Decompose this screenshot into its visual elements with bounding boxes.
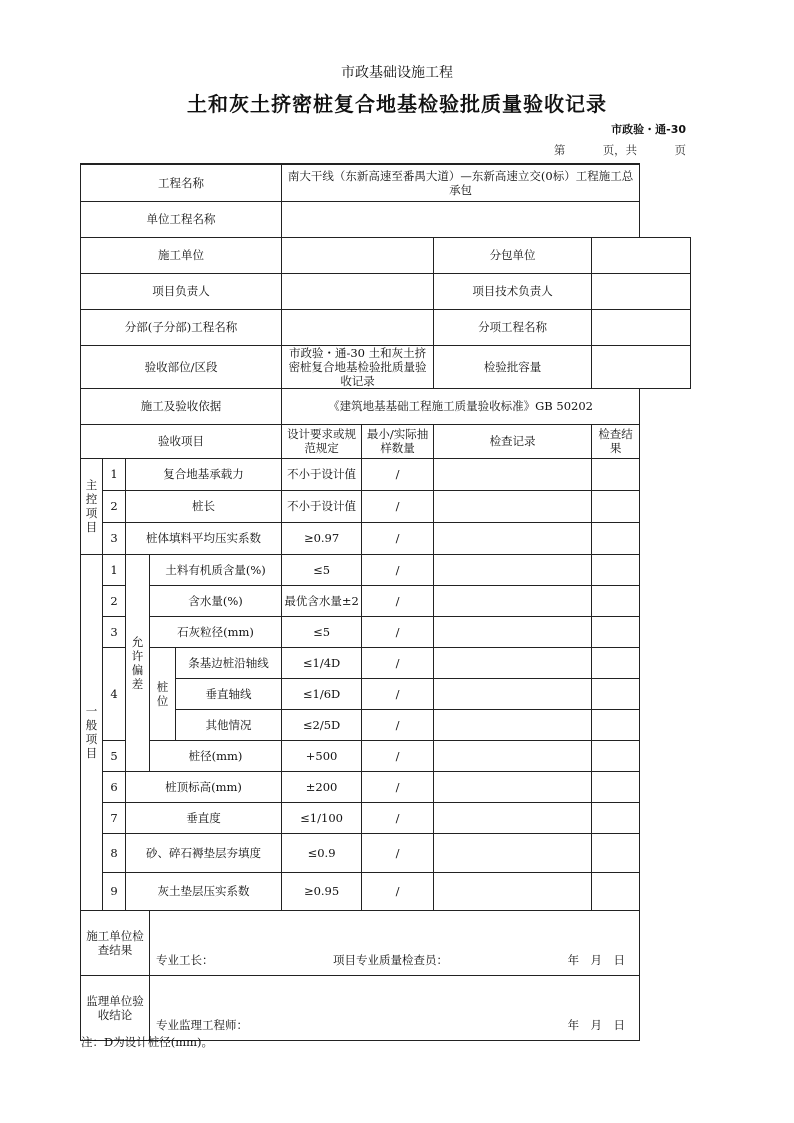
general-item-result[interactable] bbox=[592, 771, 640, 802]
general-item-spec: 最优含水量±2 bbox=[282, 585, 362, 616]
main-item-spec: ≥0.97 bbox=[282, 522, 362, 554]
division-label: 分部(子分部)工程名称 bbox=[81, 309, 282, 345]
main-item-result[interactable] bbox=[592, 522, 640, 554]
general-item-name: 含水量(%) bbox=[150, 585, 282, 616]
general-item-sample[interactable]: / bbox=[362, 554, 434, 585]
general-item-spec: +500 bbox=[282, 740, 362, 771]
general-item-result[interactable] bbox=[592, 709, 640, 740]
general-item-no: 3 bbox=[103, 616, 126, 647]
project-name-value[interactable]: 南大干线（东新高速至番禺大道）—东新高速立交(0标）工程施工总承包 bbox=[282, 164, 640, 201]
division-value[interactable] bbox=[282, 309, 434, 345]
general-item-sample[interactable]: / bbox=[362, 872, 434, 910]
main-item-no: 2 bbox=[103, 490, 126, 522]
general-item-result[interactable] bbox=[592, 554, 640, 585]
general-item-sample[interactable]: / bbox=[362, 585, 434, 616]
general-item-record[interactable] bbox=[434, 740, 592, 771]
general-item-record[interactable] bbox=[434, 647, 592, 678]
capacity-label: 检验批容量 bbox=[434, 345, 592, 388]
subitem-label: 分项工程名称 bbox=[434, 309, 592, 345]
general-item-no: 6 bbox=[103, 771, 126, 802]
general-item-result[interactable] bbox=[592, 678, 640, 709]
general-item-name: 条基边桩沿轴线 bbox=[176, 647, 282, 678]
general-item-record[interactable] bbox=[434, 833, 592, 872]
general-item-no: 5 bbox=[103, 740, 126, 771]
general-item-spec: ≥0.95 bbox=[282, 872, 362, 910]
main-item-record[interactable] bbox=[434, 458, 592, 490]
unit-project-label: 单位工程名称 bbox=[81, 201, 282, 237]
general-item-spec: ±200 bbox=[282, 771, 362, 802]
construction-unit-label: 施工单位 bbox=[81, 237, 282, 273]
general-item-sample[interactable]: / bbox=[362, 678, 434, 709]
capacity-value[interactable] bbox=[592, 345, 691, 388]
basis-value[interactable]: 《建筑地基基础工程施工质量验收标准》GB 50202 bbox=[282, 388, 640, 424]
col-sample-header: 最小/实际抽样数量 bbox=[362, 424, 434, 458]
foreman-label: 专业工长： bbox=[156, 952, 214, 967]
col-result-header: 检查结果 bbox=[592, 424, 640, 458]
form-title: 土和灰土挤密桩复合地基检验批质量验收记录 bbox=[187, 92, 607, 116]
engineer-label: 专业监理工程师： bbox=[156, 1017, 248, 1032]
general-item-result[interactable] bbox=[592, 585, 640, 616]
main-item-name: 桩长 bbox=[126, 490, 282, 522]
general-item-name: 灰土垫层压实系数 bbox=[126, 872, 282, 910]
general-item-name: 其他情况 bbox=[176, 709, 282, 740]
col-item-header: 验收项目 bbox=[81, 424, 282, 458]
general-item-sample[interactable]: / bbox=[362, 833, 434, 872]
general-items-label: 一般项目 bbox=[81, 554, 103, 910]
general-item-sample[interactable]: / bbox=[362, 647, 434, 678]
general-item-record[interactable] bbox=[434, 872, 592, 910]
footnote: 注：D为设计桩径(mm)。 bbox=[81, 1035, 214, 1049]
pile-position-label: 桩位 bbox=[150, 647, 176, 740]
page-di: 第 bbox=[553, 143, 566, 157]
tech-leader-label: 项目技术负责人 bbox=[434, 273, 592, 309]
general-item-sample[interactable]: / bbox=[362, 802, 434, 833]
general-item-record[interactable] bbox=[434, 802, 592, 833]
general-item-sample[interactable]: / bbox=[362, 771, 434, 802]
general-item-name: 垂直轴线 bbox=[176, 678, 282, 709]
page-info bbox=[554, 142, 686, 158]
form-code: 市政验・通-30 bbox=[611, 123, 686, 136]
general-item-spec: ≤2/5D bbox=[282, 709, 362, 740]
main-item-sample[interactable]: / bbox=[362, 458, 434, 490]
tech-leader-value[interactable] bbox=[592, 273, 691, 309]
supervise-area[interactable] bbox=[150, 975, 640, 1040]
general-item-sample[interactable]: / bbox=[362, 740, 434, 771]
general-item-record[interactable] bbox=[434, 678, 592, 709]
general-item-no: 1 bbox=[103, 554, 126, 585]
general-item-sample[interactable]: / bbox=[362, 616, 434, 647]
general-item-result[interactable] bbox=[592, 740, 640, 771]
main-item-result[interactable] bbox=[592, 458, 640, 490]
general-item-result[interactable] bbox=[592, 833, 640, 872]
construct-check-label: 施工单位检查结果 bbox=[81, 910, 150, 975]
main-item-result[interactable] bbox=[592, 490, 640, 522]
general-item-result[interactable] bbox=[592, 616, 640, 647]
general-item-result[interactable] bbox=[592, 802, 640, 833]
col-record-header: 检查记录 bbox=[434, 424, 592, 458]
general-item-spec: ≤1/100 bbox=[282, 802, 362, 833]
subcontract-value[interactable] bbox=[592, 237, 691, 273]
main-item-no: 3 bbox=[103, 522, 126, 554]
subcontract-label: 分包单位 bbox=[434, 237, 592, 273]
general-item-name: 桩径(mm) bbox=[150, 740, 282, 771]
general-item-spec: ≤1/4D bbox=[282, 647, 362, 678]
main-item-sample[interactable]: / bbox=[362, 522, 434, 554]
project-leader-label: 项目负责人 bbox=[81, 273, 282, 309]
page-ye: 页 bbox=[674, 143, 686, 157]
general-item-record[interactable] bbox=[434, 585, 592, 616]
project-leader-value[interactable] bbox=[282, 273, 434, 309]
general-item-record[interactable] bbox=[434, 554, 592, 585]
main-item-spec: 不小于设计值 bbox=[282, 458, 362, 490]
main-control-label: 主控项目 bbox=[81, 458, 103, 554]
accept-part-value[interactable]: 市政验・通-30 土和灰土挤密桩复合地基检验批质量验收记录 bbox=[282, 345, 434, 388]
general-item-sample[interactable]: / bbox=[362, 709, 434, 740]
tolerance-label: 允许偏差 bbox=[126, 554, 150, 771]
project-name-label: 工程名称 bbox=[81, 164, 282, 201]
general-item-no: 8 bbox=[103, 833, 126, 872]
main-item-spec: 不小于设计值 bbox=[282, 490, 362, 522]
general-item-spec: ≤1/6D bbox=[282, 678, 362, 709]
accept-part-label: 验收部位/区段 bbox=[81, 345, 282, 388]
page-ye-gong: 页，共 bbox=[602, 143, 638, 157]
general-item-spec: ≤5 bbox=[282, 554, 362, 585]
main-item-record[interactable] bbox=[434, 522, 592, 554]
general-item-spec: ≤0.9 bbox=[282, 833, 362, 872]
general-item-no: 4 bbox=[103, 647, 126, 740]
construct-check-area[interactable] bbox=[150, 910, 640, 975]
general-item-no: 7 bbox=[103, 802, 126, 833]
main-item-sample[interactable]: / bbox=[362, 490, 434, 522]
supervise-date: 年 月 日 bbox=[567, 1017, 626, 1032]
construct-date: 年 月 日 bbox=[567, 952, 626, 967]
general-item-result[interactable] bbox=[592, 872, 640, 910]
general-item-name: 桩顶标高(mm) bbox=[126, 771, 282, 802]
general-item-no: 2 bbox=[103, 585, 126, 616]
general-item-name: 垂直度 bbox=[126, 802, 282, 833]
main-item-name: 复合地基承载力 bbox=[126, 458, 282, 490]
acceptance-form-table bbox=[80, 163, 691, 1041]
general-item-name: 石灰粒径(mm) bbox=[150, 616, 282, 647]
general-item-no: 9 bbox=[103, 872, 126, 910]
subitem-value[interactable] bbox=[592, 309, 691, 345]
main-item-name: 桩体填料平均压实系数 bbox=[126, 522, 282, 554]
general-item-record[interactable] bbox=[434, 616, 592, 647]
main-item-no: 1 bbox=[103, 458, 126, 490]
basis-label: 施工及验收依据 bbox=[81, 388, 282, 424]
general-item-record[interactable] bbox=[434, 771, 592, 802]
form-subtitle: 市政基础设施工程 bbox=[341, 65, 453, 81]
col-spec-header: 设计要求或规范规定 bbox=[282, 424, 362, 458]
unit-project-value[interactable] bbox=[282, 201, 640, 237]
general-item-record[interactable] bbox=[434, 709, 592, 740]
main-item-record[interactable] bbox=[434, 490, 592, 522]
supervise-label: 监理单位验收结论 bbox=[81, 975, 150, 1040]
general-item-name: 土料有机质含量(%) bbox=[150, 554, 282, 585]
construction-unit-value[interactable] bbox=[282, 237, 434, 273]
general-item-result[interactable] bbox=[592, 647, 640, 678]
qc-inspector-label: 项目专业质量检查员： bbox=[333, 952, 449, 967]
general-item-spec: ≤5 bbox=[282, 616, 362, 647]
general-item-name: 砂、碎石褥垫层夯填度 bbox=[126, 833, 282, 872]
